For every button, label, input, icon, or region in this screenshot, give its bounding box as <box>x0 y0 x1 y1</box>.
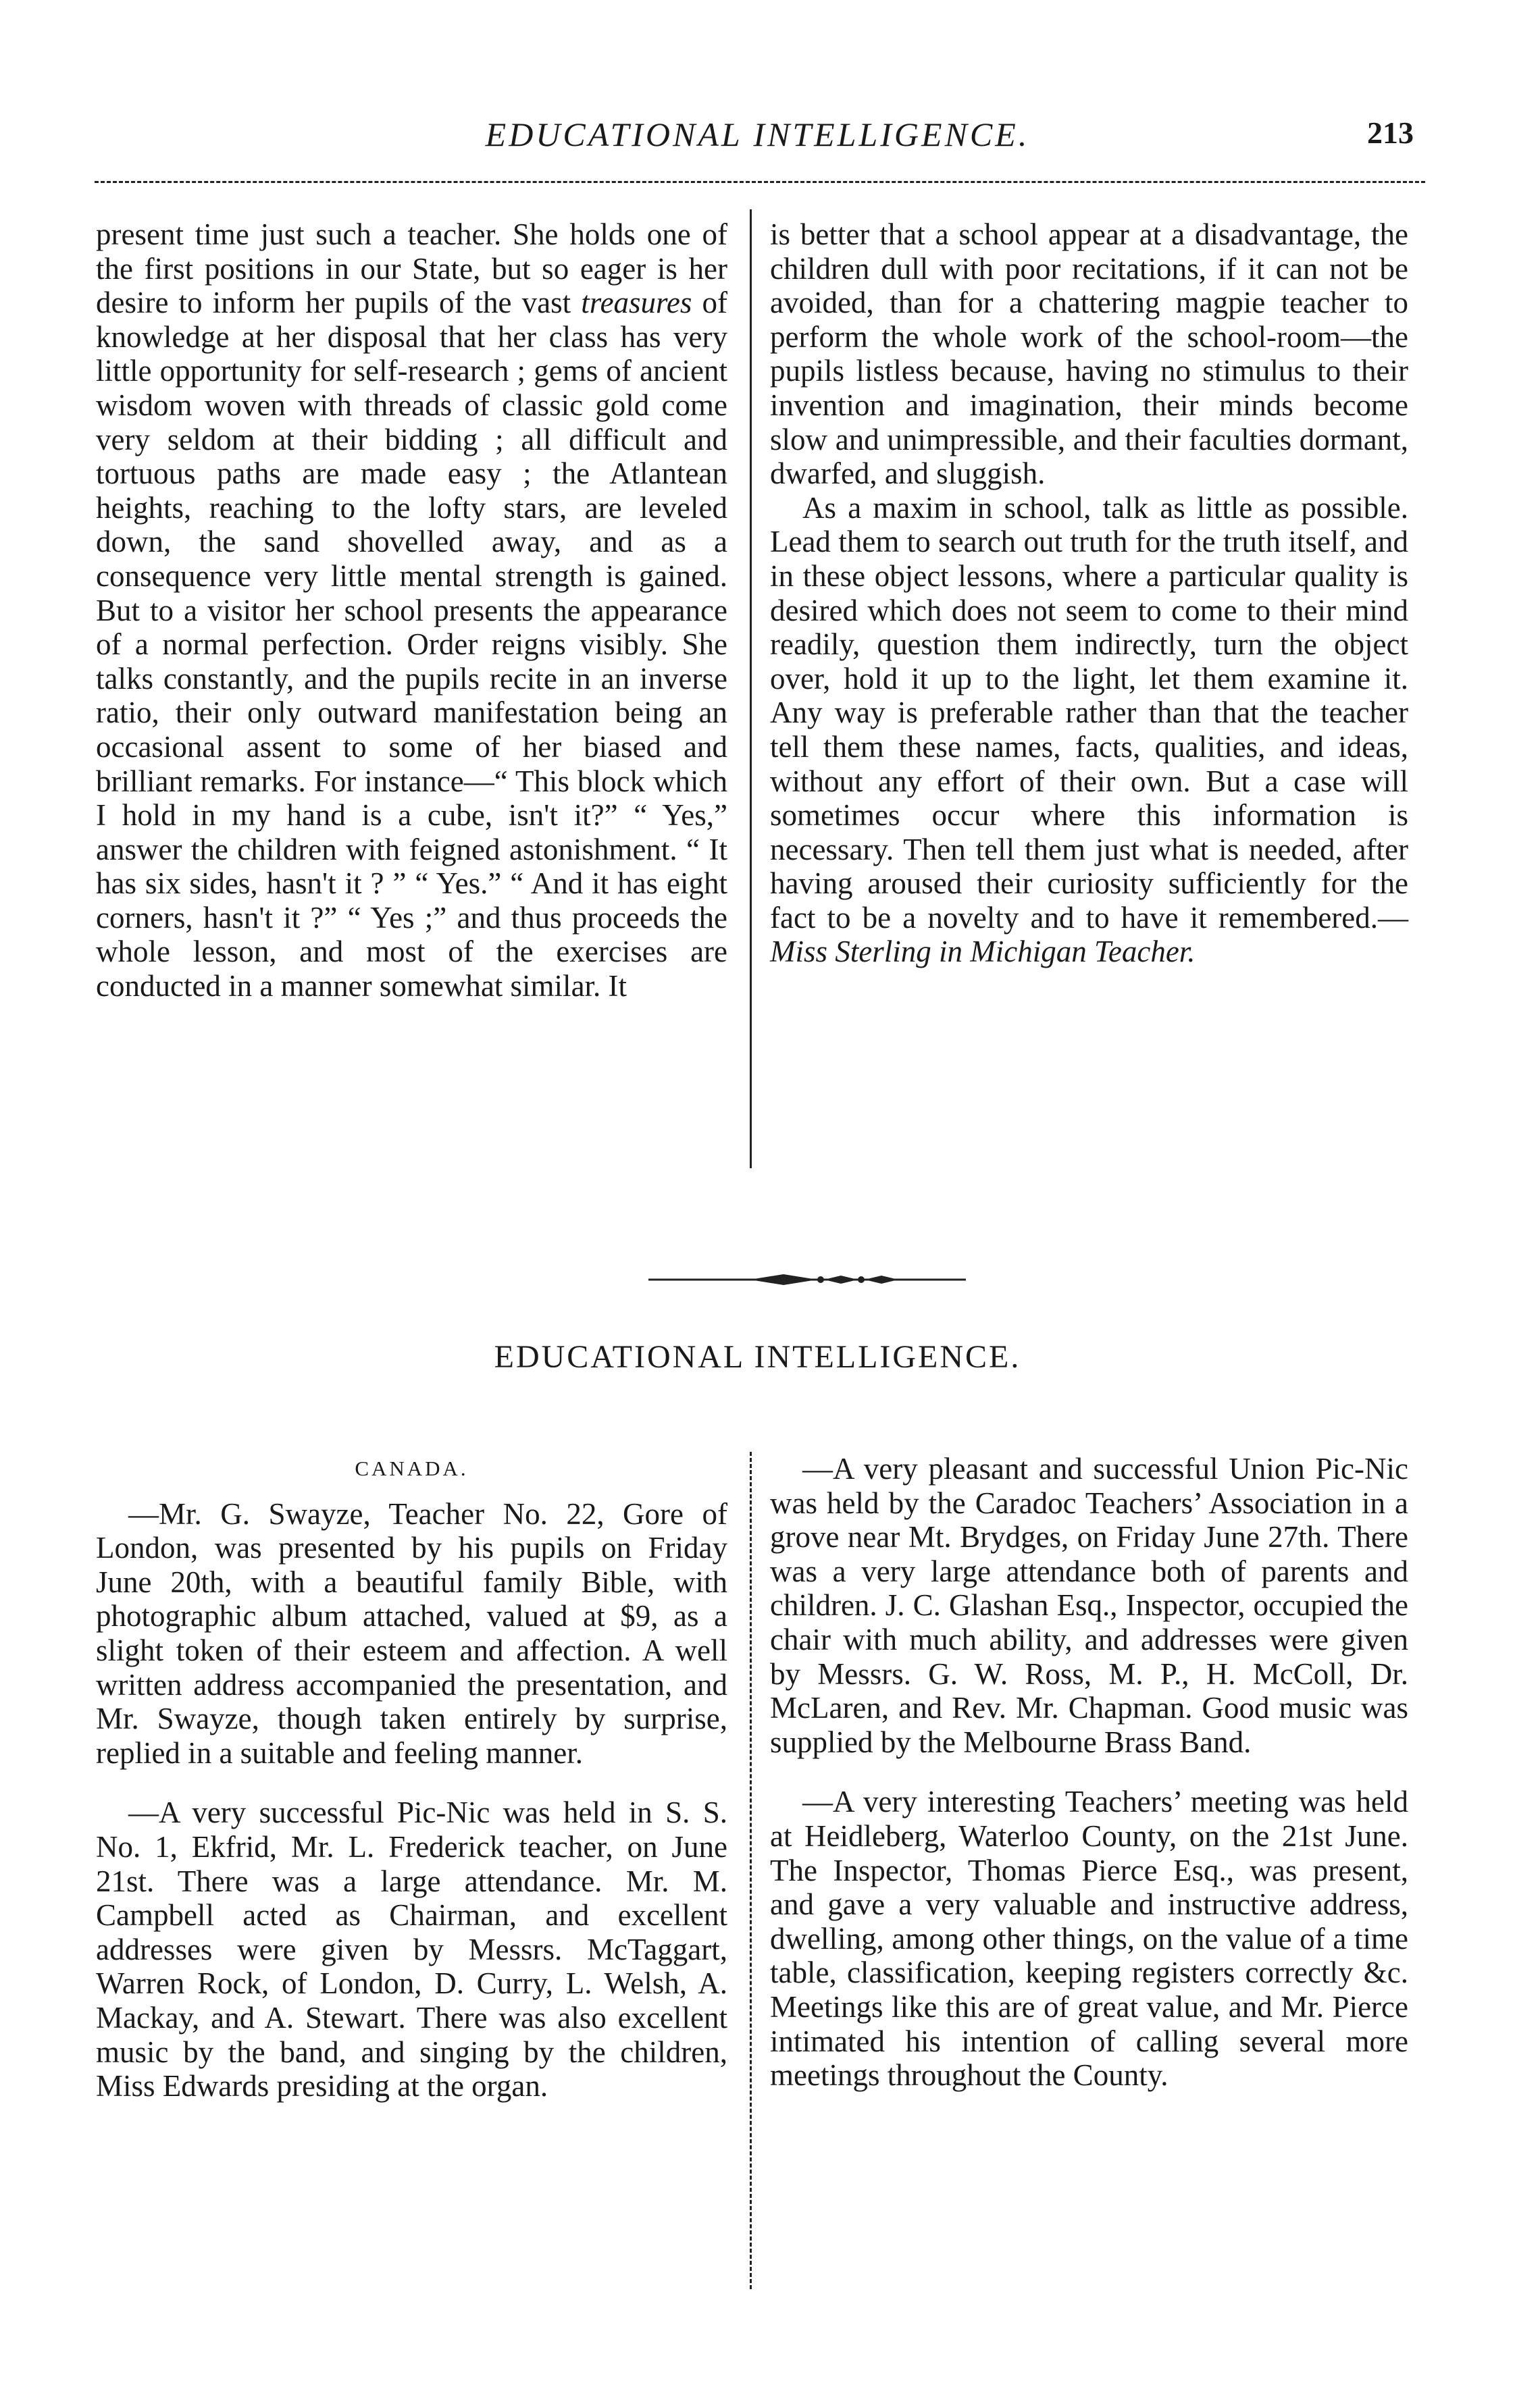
article-right-column <box>770 217 1408 969</box>
article-paragraph: is better that a school appear at a disadvantage, the children dull with poor recitations, if it can not be avoided, than for a chattering magpie teacher to perform the whole work of the school-room—the pupils listless because, having no stimulus to their invention and imagination, their minds become slow and unimpressible, and their faculties dormant, dwarfed, and sluggish. <box>770 217 1408 491</box>
news-item: —A very pleasant and successful Union Pic-Nic was held by the Caradoc Teachers’ Association in a grove near Mt. Brydges, on Friday June 27th. There was a very large attendance both of parents and children. J. C. Glashan Esq., Inspector, occupied the chair with much ability, and addresses were given by Messrs. G. W. Ross, M. P., H. McColl, Dr. McLaren, and Rev. Mr. Chapman. Good music was supplied by the Melbourne Brass Band. <box>770 1452 1408 1759</box>
column-divider-bottom <box>750 1452 752 2289</box>
header-rule <box>95 181 1425 183</box>
page-number: 213 <box>1367 115 1414 150</box>
column-divider-top <box>750 209 752 1168</box>
running-title: EDUCATIONAL INTELLIGENCE. <box>485 115 1030 153</box>
article-paragraph: As a maxim in school, talk as little as possible. Lead them to search out truth for the truth itself, and in these object lessons, where a particular quality is desired which does not seem to come to their mind readily, question them indirectly, turn the object over, hold it up to the light, let them examine it. Any way is preferable rather than that the teacher tell them these names, facts, qualities, and ideas, without any effort of their own. But a case will sometimes occur where this information is necessary. Then tell them just what is needed, after having aroused their curiosity sufficiently for the fact to be a novelty and to have it remembered.—Miss Sterling in Michigan Teacher. <box>770 490 1408 969</box>
ornament-divider <box>648 1272 966 1288</box>
news-left-column <box>96 1452 727 2103</box>
section-title: EDUCATIONAL INTELLIGENCE. <box>494 1339 1021 1375</box>
article-paragraph: present time just such a teacher. She holds one of the first positions in our State, but so eager is her desire to inform her pupils of the vast treasures of knowledge at her disposal that her class has very little opportunity for self-research ; gems of ancient wisdom woven with threads of classic gold come very seldom at their bidding ; all difficult and tortuous paths are made easy ; the Atlantean heights, reaching to the lofty stars, are leveled down, the sand shovelled away, and as a consequence very little mental strength is gained. But to a visitor her school presents the appearance of a normal perfection. Order reigns visibly. She talks constantly, and the pupils recite in an inverse ratio, their only outward manifestation being an occasional assent to some of her biased and brilliant remarks. For instance—“ This block which I hold in my hand is a cube, isn't it?” “ Yes,” answer the children with feigned astonishment. “ It has six sides, hasn't it ? ” “ Yes.” “ And it has eight corners, hasn't it ?” “ Yes ;” and thus proceeds the whole lesson, and most of the exercises are conducted in a manner somewhat similar. It <box>96 217 727 1003</box>
section-subhead: CANADA. <box>355 1457 469 1480</box>
emphasis-treasures: treasures <box>581 286 692 320</box>
news-item: —A very successful Pic-Nic was held in S. S. No. 1, Ekfrid, Mr. L. Frederick teacher, on June 21st. There was a large attendance. Mr. M. Campbell acted as Chairman, and excellent addresses were given by Messrs. McTaggart, Warren Rock, of London, D. Curry, L. Welsh, A. Mackay, and A. Stewart. There was also excellent music by the band, and singing by the children, Miss Edwards presiding at the organ. <box>96 1796 727 2103</box>
attribution: Miss Sterling in Michigan Teacher. <box>770 935 1196 969</box>
news-right-column <box>770 1452 1408 2093</box>
article-left-column <box>96 217 727 1003</box>
news-item: —A very interesting Teachers’ meeting was held at Heidleberg, Waterloo County, on the 21st June. The Inspector, Thomas Pierce Esq., was present, and gave a very valuable and instructive address, dwelling, among other things, on the value of a time table, classification, keeping registers correctly &c. Meetings like this are of great value, and Mr. Pierce intimated his intention of calling several more meetings throughout the County. <box>770 1785 1408 2093</box>
news-item: —Mr. G. Swayze, Teacher No. 22, Gore of London, was presented by his pupils on Friday June 20th, with a beautiful family Bible, with photographic album attached, valued at $9, as a slight token of their esteem and affection. A well written address accompanied the presentation, and Mr. Swayze, though taken entirely by surprise, replied in a suitable and feeling manner. <box>96 1496 727 1770</box>
